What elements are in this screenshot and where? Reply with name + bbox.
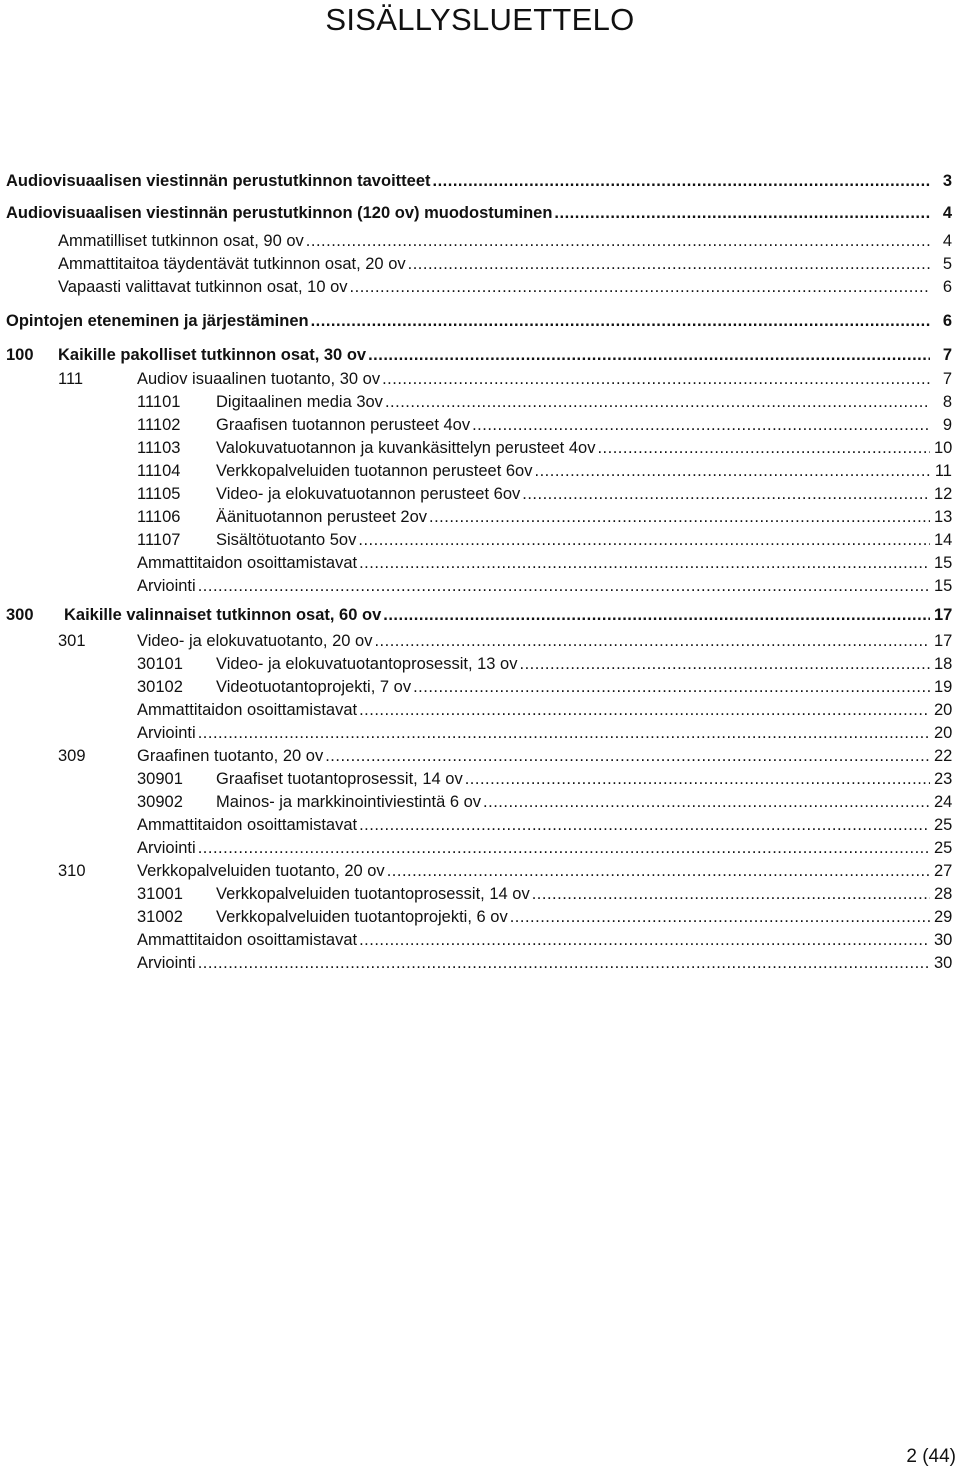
toc-entry-page: 23 bbox=[934, 770, 953, 788]
toc-entry-page: 14 bbox=[934, 531, 953, 549]
dot-leader bbox=[532, 883, 930, 905]
toc-entry[interactable] bbox=[0, 368, 952, 390]
toc-entry[interactable] bbox=[0, 344, 952, 366]
dot-leader bbox=[597, 437, 930, 459]
dot-leader bbox=[359, 929, 930, 951]
toc-entry-number: 11104 bbox=[137, 462, 181, 480]
toc-entry-title: Arviointi bbox=[137, 724, 196, 742]
toc-entry-page: 17 bbox=[934, 606, 953, 624]
toc-entry-title: Verkkopalveluiden tuotannon perusteet 6ov bbox=[216, 462, 533, 480]
toc-entry-title: Audiovisuaalisen viestinnän perustutkinnon (120 ov) muodostuminen bbox=[6, 204, 553, 222]
toc-entry-page: 25 bbox=[934, 816, 953, 834]
toc-entry-title: Graafisen tuotannon perusteet 4ov bbox=[216, 416, 471, 434]
toc-entry-number: 11107 bbox=[137, 531, 181, 549]
dot-leader bbox=[387, 860, 930, 882]
dot-leader bbox=[408, 253, 930, 275]
toc-entry-number: 30901 bbox=[137, 770, 183, 788]
toc-entry-number: 11105 bbox=[137, 485, 181, 503]
toc-entry-title: Verkkopalveluiden tuotantoprojekti, 6 ov bbox=[216, 908, 508, 926]
toc-entry-number: 30102 bbox=[137, 678, 183, 696]
toc-entry[interactable] bbox=[0, 860, 952, 882]
toc-entry-page: 7 bbox=[942, 346, 952, 364]
toc-entry-page: 28 bbox=[934, 885, 953, 903]
toc-entry-page: 13 bbox=[934, 508, 953, 526]
toc-entry-page: 18 bbox=[934, 655, 953, 673]
toc-entry[interactable] bbox=[0, 230, 952, 252]
toc-entry[interactable] bbox=[0, 483, 952, 505]
toc-entry-number: 11103 bbox=[137, 439, 181, 457]
dot-leader bbox=[554, 202, 930, 224]
toc-entry[interactable] bbox=[0, 529, 952, 551]
dot-leader bbox=[382, 368, 930, 390]
toc-entry-page: 15 bbox=[934, 577, 953, 595]
toc-entry-title: Video- ja elokuvatuotannon perusteet 6ov bbox=[216, 485, 521, 503]
toc-entry-page: 20 bbox=[934, 701, 953, 719]
toc-entry-title: Video- ja elokuvatuotanto, 20 ov bbox=[137, 632, 373, 650]
dot-leader bbox=[198, 722, 930, 744]
toc-entry-number: 11106 bbox=[137, 508, 181, 526]
toc-entry[interactable] bbox=[0, 676, 952, 698]
dot-leader bbox=[359, 699, 930, 721]
toc-entry[interactable] bbox=[0, 276, 952, 298]
toc-entry-title: Äänituotannon perusteet 2ov bbox=[216, 508, 427, 526]
toc-entry-title: Verkkopalveluiden tuotanto, 20 ov bbox=[137, 862, 385, 880]
toc-entry[interactable] bbox=[0, 952, 952, 974]
toc-entry[interactable] bbox=[0, 929, 952, 951]
toc-entry[interactable] bbox=[0, 253, 952, 275]
toc-entry-page: 4 bbox=[942, 232, 952, 250]
toc-entry-title: Ammattitaitoa täydentävät tutkinnon osat, 20 ov bbox=[58, 255, 406, 273]
dot-leader bbox=[368, 344, 930, 366]
toc-entry[interactable] bbox=[0, 653, 952, 675]
toc-entry[interactable] bbox=[0, 814, 952, 836]
toc-entry-number: 309 bbox=[58, 747, 86, 765]
toc-entry-title: Videotuotantoprojekti, 7 ov bbox=[216, 678, 412, 696]
toc-entry-page: 29 bbox=[934, 908, 953, 926]
toc-entry-title: Verkkopalveluiden tuotantoprosessit, 14 ov bbox=[216, 885, 530, 903]
toc-entry[interactable] bbox=[0, 437, 952, 459]
toc-entry-title: Opintojen eteneminen ja järjestäminen bbox=[6, 312, 309, 330]
toc-entry-number: 301 bbox=[58, 632, 86, 650]
toc-entry-page: 19 bbox=[934, 678, 953, 696]
toc-entry[interactable] bbox=[0, 170, 952, 192]
toc-entry[interactable] bbox=[0, 768, 952, 790]
toc-entry-page: 8 bbox=[942, 393, 952, 411]
toc-entry-page: 6 bbox=[942, 278, 952, 296]
toc-entry[interactable] bbox=[0, 745, 952, 767]
dot-leader bbox=[522, 483, 930, 505]
toc-entry[interactable] bbox=[0, 883, 952, 905]
toc-entry-page: 30 bbox=[934, 954, 953, 972]
dot-leader bbox=[325, 745, 930, 767]
toc-entry-number: 31001 bbox=[137, 885, 183, 903]
toc-entry-page: 7 bbox=[942, 370, 952, 388]
dot-leader bbox=[483, 791, 930, 813]
toc-entry-page: 30 bbox=[934, 931, 953, 949]
toc-entry-page: 5 bbox=[942, 255, 952, 273]
dot-leader bbox=[385, 391, 930, 413]
toc-entry-title: Kaikille pakolliset tutkinnon osat, 30 ov bbox=[58, 346, 367, 364]
toc-entry[interactable] bbox=[0, 630, 952, 652]
dot-leader bbox=[358, 529, 930, 551]
dot-leader bbox=[413, 676, 930, 698]
toc-entry-page: 11 bbox=[934, 462, 952, 480]
toc-entry-title: Valokuvatuotannon ja kuvankäsittelyn perusteet 4ov bbox=[216, 439, 596, 457]
page-title: SISÄLLYSLUETTELO bbox=[325, 2, 635, 37]
toc-entry[interactable] bbox=[0, 575, 952, 597]
toc-entry-number: 111 bbox=[58, 370, 84, 388]
toc-entry[interactable] bbox=[0, 837, 952, 859]
toc-entry-number: 300 bbox=[6, 606, 34, 624]
toc-entry-page: 17 bbox=[934, 632, 953, 650]
toc-entry-title: Ammattitaidon osoittamistavat bbox=[137, 931, 358, 949]
dot-leader bbox=[198, 575, 930, 597]
toc-entry-title: Audiov isuaalinen tuotanto, 30 ov bbox=[137, 370, 381, 388]
toc-entry[interactable] bbox=[0, 506, 952, 528]
toc-entry-number: 11102 bbox=[137, 416, 181, 434]
toc-entry-title: Vapaasti valittavat tutkinnon osat, 10 ov bbox=[58, 278, 348, 296]
toc-entry-title: Arviointi bbox=[137, 839, 196, 857]
dot-leader bbox=[383, 604, 930, 626]
toc-entry-title: Digitaalinen media 3ov bbox=[216, 393, 383, 411]
dot-leader bbox=[433, 170, 931, 192]
toc-entry-page: 20 bbox=[934, 724, 953, 742]
dot-leader bbox=[311, 310, 930, 332]
toc-entry-title: Arviointi bbox=[137, 954, 196, 972]
dot-leader bbox=[519, 653, 930, 675]
dot-leader bbox=[465, 768, 930, 790]
dot-leader bbox=[359, 552, 930, 574]
toc-entry-page: 22 bbox=[934, 747, 953, 765]
toc-entry-title: Sisältötuotanto 5ov bbox=[216, 531, 357, 549]
toc-entry[interactable] bbox=[0, 722, 952, 744]
dot-leader bbox=[198, 952, 930, 974]
dot-leader bbox=[374, 630, 930, 652]
toc-entry[interactable] bbox=[0, 699, 952, 721]
toc-entry-title: Audiovisuaalisen viestinnän perustutkinnon tavoitteet bbox=[6, 172, 431, 190]
toc-entry-page: 9 bbox=[942, 416, 952, 434]
toc-entry[interactable] bbox=[0, 604, 952, 626]
toc-entry-title: Ammattitaidon osoittamistavat bbox=[137, 816, 358, 834]
toc-entry-page: 25 bbox=[934, 839, 953, 857]
dot-leader bbox=[198, 837, 930, 859]
toc-entry-page: 4 bbox=[942, 204, 952, 222]
toc-entry-number: 30902 bbox=[137, 793, 183, 811]
toc-entry-title: Graafiset tuotantoprosessit, 14 ov bbox=[216, 770, 463, 788]
toc-entry-number: 11101 bbox=[137, 393, 181, 411]
dot-leader bbox=[350, 276, 930, 298]
toc-entry-title: Ammatilliset tutkinnon osat, 90 ov bbox=[58, 232, 304, 250]
dot-leader bbox=[359, 814, 930, 836]
toc-entry[interactable] bbox=[0, 460, 952, 482]
toc-entry-title: Ammattitaidon osoittamistavat bbox=[137, 554, 358, 572]
toc-entry-title: Kaikille valinnaiset tutkinnon osat, 60 ov bbox=[64, 606, 382, 624]
toc-entry[interactable] bbox=[0, 414, 952, 436]
toc-entry[interactable] bbox=[0, 202, 952, 224]
dot-leader bbox=[429, 506, 930, 528]
toc-entry[interactable] bbox=[0, 310, 952, 332]
toc-entry-page: 12 bbox=[934, 485, 953, 503]
dot-leader bbox=[472, 414, 930, 436]
toc-entry-title: Video- ja elokuvatuotantoprosessit, 13 ov bbox=[216, 655, 518, 673]
toc-entry-page: 10 bbox=[934, 439, 953, 457]
toc-entry-title: Graafinen tuotanto, 20 ov bbox=[137, 747, 324, 765]
toc-entry-page: 3 bbox=[942, 172, 952, 190]
page-number: 2 (44) bbox=[906, 1446, 956, 1467]
toc-entry-page: 27 bbox=[934, 862, 953, 880]
toc-entry-page: 15 bbox=[934, 554, 953, 572]
toc-entry-title: Ammattitaidon osoittamistavat bbox=[137, 701, 358, 719]
toc-entry[interactable] bbox=[0, 552, 952, 574]
dot-leader bbox=[534, 460, 930, 482]
dot-leader bbox=[306, 230, 930, 252]
toc-entry-page: 6 bbox=[942, 312, 952, 330]
toc-entry-number: 100 bbox=[6, 346, 34, 364]
toc-entry-number: 310 bbox=[58, 862, 86, 880]
toc-entry[interactable] bbox=[0, 906, 952, 928]
toc-entry[interactable] bbox=[0, 791, 952, 813]
toc-entry-title: Mainos- ja markkinointiviestintä 6 ov bbox=[216, 793, 482, 811]
toc-entry-number: 31002 bbox=[137, 908, 183, 926]
toc-entry-title: Arviointi bbox=[137, 577, 196, 595]
dot-leader bbox=[510, 906, 930, 928]
toc-entry-page: 24 bbox=[934, 793, 953, 811]
toc-entry[interactable] bbox=[0, 391, 952, 413]
toc-entry-number: 30101 bbox=[137, 655, 183, 673]
